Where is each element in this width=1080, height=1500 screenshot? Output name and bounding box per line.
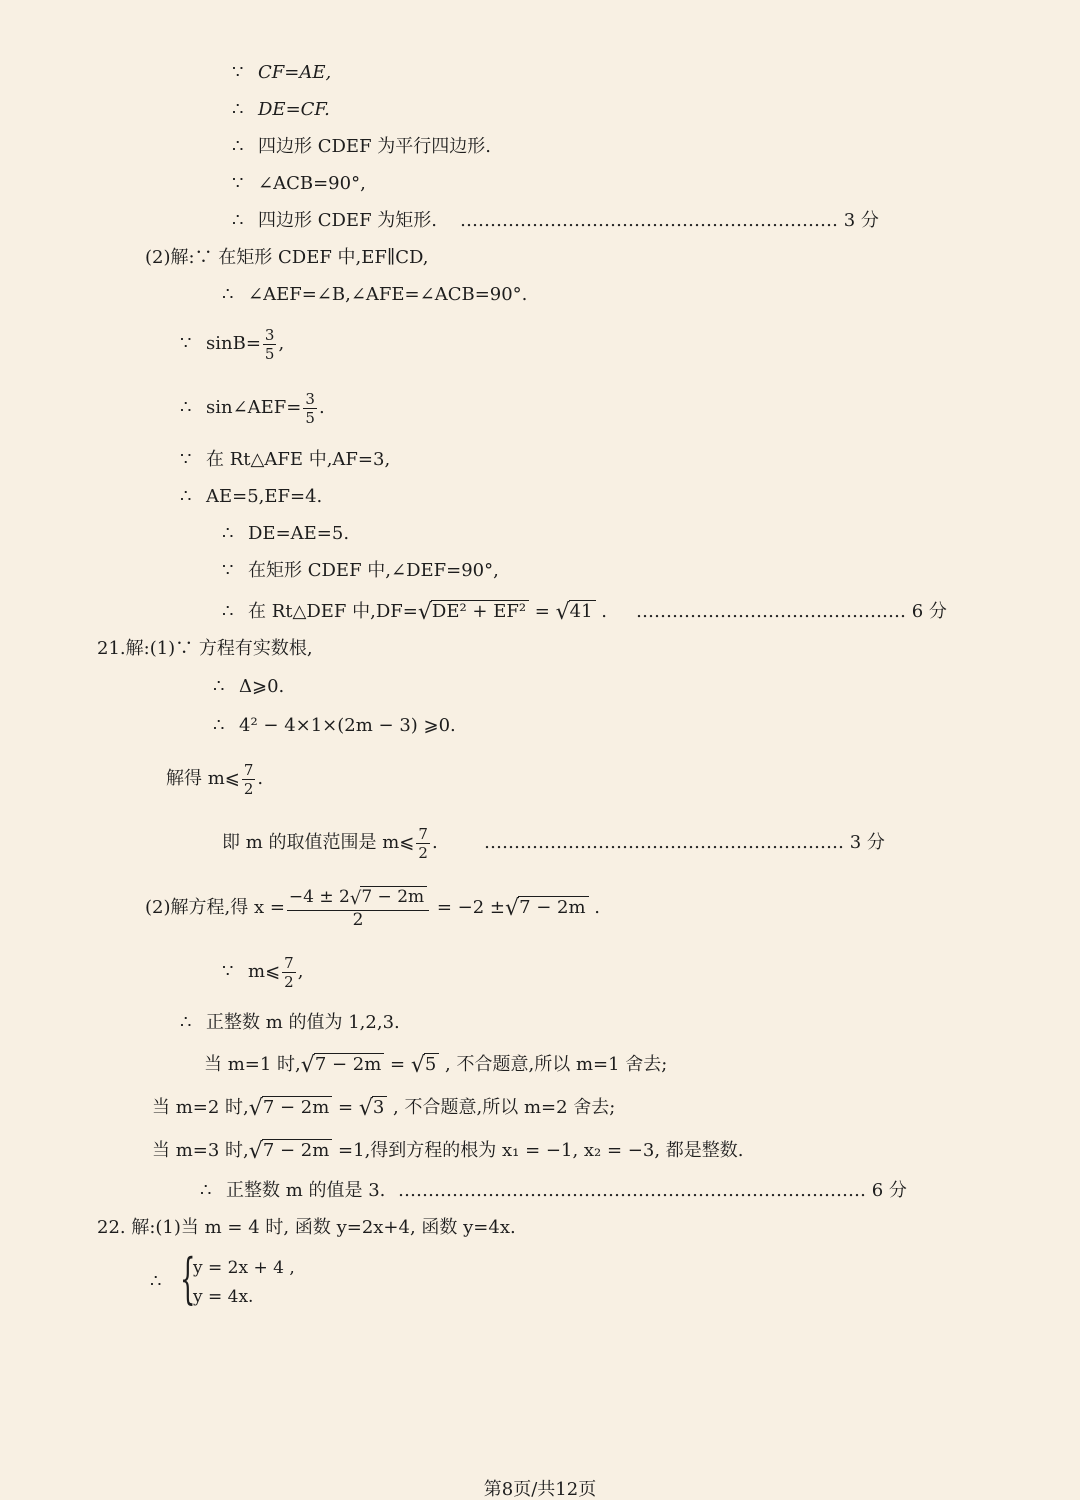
line-part2-start: (2)解:∵ 在矩形 CDEF 中,EF∥CD,: [145, 247, 429, 268]
therefore-symbol: ∴: [232, 210, 244, 231]
therefore-symbol: ∴: [200, 1180, 212, 1201]
sqrt-41: √41: [556, 601, 596, 624]
line-angle-acb: ∵ ∠ACB=90°,: [232, 173, 366, 194]
system-eq-2: y = 4x.: [193, 1287, 254, 1307]
line-parallelogram: ∴ 四边形 CDEF 为平行四边形.: [232, 136, 491, 157]
therefore-symbol: ∴: [213, 676, 225, 697]
line-discriminant: ∴ 4² − 4×1×(2m − 3) ⩾0.: [213, 715, 456, 736]
line-because-m: ∵ m⩽ $\frac{7}{2}$ ,: [222, 950, 303, 994]
line-df: ∴ 在 Rt△DEF 中,DF=√DE² + EF² = √41 .: [222, 600, 607, 625]
line-m-equals-1: 当 m=1 时,√7 − 2m = √5 , 不合题意,所以 m=1 舍去;: [204, 1053, 668, 1078]
line-m-value-3: ∴ 正整数 m 的值是 3.: [200, 1180, 386, 1201]
line-rectangle: ∴ 四边形 CDEF 为矩形.: [232, 210, 437, 231]
line-q21-start: 21.解:(1)∵ 方程有实数根,: [97, 638, 313, 659]
line-delta: ∴ Δ⩾0.: [213, 676, 285, 697]
line-positive-integers: ∴ 正整数 m 的值为 1,2,3.: [180, 1012, 400, 1033]
line-sin-aef: ∴ sin∠AEF= $\frac{3}{5}$ .: [180, 386, 325, 430]
line-m-range: 即 m 的取值范围是 m⩽ $\frac{7}{2}$ .: [222, 824, 438, 862]
line-angle-def: ∵ 在矩形 CDEF 中,∠DEF=90°,: [222, 560, 499, 581]
line-sinb: ∵ sinB= $\frac{3}{5}$ ,: [180, 322, 284, 366]
therefore-symbol: ∴: [232, 99, 244, 120]
because-symbol: ∵: [232, 173, 244, 194]
therefore-symbol: ∴: [222, 523, 234, 544]
therefore-symbol: ∴: [213, 715, 225, 736]
fraction-seven-halves: $\frac{7}{2}$: [418, 824, 428, 862]
line-q22-start: 22. 解:(1)当 m = 4 时, 函数 y=2x+4, 函数 y=4x.: [97, 1217, 516, 1238]
line-rt-afe: ∵ 在 Rt△AFE 中,AF=3,: [180, 449, 391, 470]
line-m-equals-3: 当 m=3 时,√7 − 2m =1,得到方程的根为 x₁ = −1, x₂ = −3, 都是整数.: [152, 1139, 744, 1164]
line-solve-equation: (2)解方程,得 x = $\frac{-4 \pm 2√7 - 2m}{2}$ = −2 ±√7 − 2m .: [145, 886, 601, 930]
line-ae-ef: ∴ AE=5,EF=4.: [180, 486, 323, 507]
score-6-first: ……………………………………… 6 分: [636, 601, 947, 622]
dot-leader: ………………………………………: [636, 601, 906, 622]
line-de-ae: ∴ DE=AE=5.: [222, 523, 350, 544]
line-solve-m: 解得 m⩽ $\frac{7}{2}$ .: [166, 760, 264, 798]
fraction-three-fifths: $\frac{3}{5}$: [305, 389, 315, 427]
system-eq-1: y = 2x + 4 ,: [193, 1258, 295, 1278]
fraction-seven-halves: $\frac{7}{2}$: [284, 953, 294, 991]
fraction-seven-halves: $\frac{7}{2}$: [243, 760, 254, 798]
because-symbol: ∵: [222, 961, 234, 982]
dot-leader: ……………………………………………………………………: [398, 1180, 866, 1201]
fraction-three-fifths: $\frac{3}{5}$: [264, 325, 275, 363]
because-symbol: ∵: [180, 333, 192, 354]
therefore-symbol: ∴: [180, 486, 192, 507]
because-symbol: ∵: [232, 62, 244, 83]
therefore-symbol: ∴: [150, 1271, 162, 1292]
dot-leader: ……………………………………………………: [484, 832, 844, 853]
sqrt-7-2m: √7 − 2m: [505, 885, 589, 931]
score-3-first: ……………………………………………………… 3 分: [460, 210, 879, 231]
left-brace: {: [180, 1247, 196, 1310]
therefore-symbol: ∴: [222, 284, 234, 305]
because-symbol: ∵: [180, 449, 192, 470]
line-cf-ae: ∵ CF=AE,: [232, 62, 332, 83]
line-de-cf: ∴ DE=CF.: [232, 99, 330, 120]
therefore-system: [150, 1271, 176, 1293]
score-6-second: …………………………………………………………………… 6 分: [398, 1180, 907, 1201]
therefore-symbol: ∴: [232, 136, 244, 157]
dot-leader: ………………………………………………………: [460, 210, 838, 231]
therefore-symbol: ∴: [222, 601, 234, 622]
score-3-second: …………………………………………………… 3 分: [484, 832, 885, 853]
line-m-equals-2: 当 m=2 时,√7 − 2m = √3 , 不合题意,所以 m=2 舍去;: [152, 1096, 616, 1121]
therefore-symbol: ∴: [180, 397, 192, 418]
page-footer: 第8页/共12页: [483, 1479, 597, 1500]
sqrt-de2-ef2: √DE² + EF²: [418, 601, 529, 624]
fraction-root-formula: $\frac{-4 \pm 2√7 - 2m}{2}$: [287, 888, 429, 929]
therefore-symbol: ∴: [180, 1012, 192, 1033]
because-symbol: ∵: [222, 560, 234, 581]
line-angle-aef: ∴ ∠AEF=∠B,∠AFE=∠ACB=90°.: [222, 284, 528, 305]
